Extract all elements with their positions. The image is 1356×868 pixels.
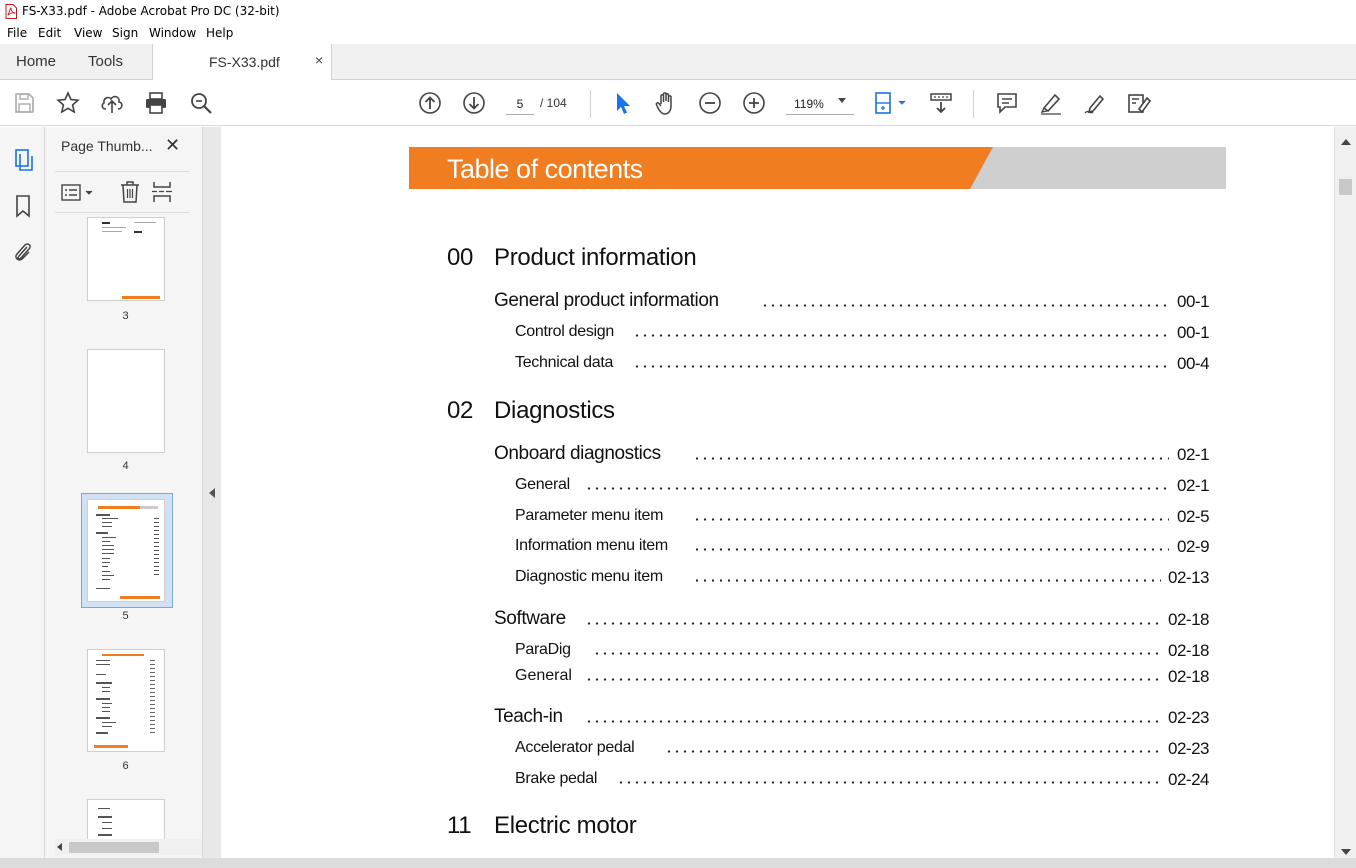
- close-tab-icon[interactable]: ×: [315, 52, 324, 68]
- thumb-footer-bar: [94, 745, 128, 748]
- toc-page-ref[interactable]: 02-24: [1168, 770, 1209, 789]
- attachment-icon[interactable]: [10, 239, 36, 265]
- document-view[interactable]: [221, 127, 1334, 868]
- thumb-line: [102, 571, 110, 572]
- collapse-panel-icon[interactable]: [209, 488, 215, 498]
- dot-leader: [693, 457, 1169, 460]
- thumbnail-horizontal-scrollbar[interactable]: [55, 839, 223, 855]
- document-scrollbar[interactable]: [1334, 127, 1356, 868]
- zoom-out-icon[interactable]: [697, 90, 723, 116]
- insert-pages-icon[interactable]: [151, 180, 173, 204]
- toc-entry[interactable]: Onboard diagnostics: [494, 443, 661, 464]
- thumb-line: [102, 526, 112, 527]
- page-thumbnail-3[interactable]: [87, 217, 165, 301]
- toc-page-ref[interactable]: 00-4: [1177, 354, 1210, 373]
- section-title: Diagnostics: [494, 397, 615, 424]
- dot-leader: [593, 652, 1161, 655]
- zoom-level-value: 119%: [794, 97, 824, 111]
- thumb-line: [96, 674, 106, 675]
- thumb-line: [102, 545, 114, 546]
- thumb-line: [102, 562, 110, 563]
- tab-document-label: FS-X33.pdf: [209, 54, 280, 70]
- navigation-rail: [0, 127, 45, 868]
- thumb-line: [102, 722, 116, 723]
- toc-entry[interactable]: Technical data: [515, 354, 614, 371]
- thumb-line: [102, 222, 110, 224]
- close-panel-icon[interactable]: ✕: [165, 135, 181, 155]
- thumb-line: [102, 726, 112, 727]
- fill-sign-icon[interactable]: [1126, 90, 1152, 116]
- thumbnail-label-4: 4: [122, 460, 129, 472]
- thumb-line: [102, 707, 110, 708]
- dot-leader: [633, 365, 1169, 368]
- toc-page-ref[interactable]: 02-23: [1168, 708, 1209, 727]
- scroll-mode-icon[interactable]: [928, 90, 954, 116]
- toc-entry[interactable]: General: [515, 667, 572, 684]
- page-thumbnails-icon[interactable]: [10, 147, 36, 173]
- toc-banner-grey: [970, 147, 1226, 189]
- page-total: / 104: [540, 96, 567, 110]
- thumb-line: [102, 822, 112, 823]
- sign-icon[interactable]: [1082, 90, 1108, 116]
- page-thumbnails-panel: [45, 127, 202, 868]
- toc-entry[interactable]: Information menu item: [515, 537, 668, 554]
- menu-view[interactable]: View: [74, 26, 103, 40]
- page-thumbnail-5[interactable]: [87, 499, 165, 602]
- toolbar: [0, 80, 1356, 126]
- tab-document[interactable]: [152, 44, 332, 81]
- star-icon[interactable]: [55, 90, 81, 116]
- menu-help[interactable]: Help: [206, 26, 234, 40]
- dot-leader: [693, 518, 1169, 521]
- thumb-footer-bar: [122, 296, 160, 299]
- thumb-header-bar: [98, 506, 140, 509]
- thumbnail-tools: [55, 171, 189, 213]
- thumb-line: [96, 532, 108, 534]
- dot-leader: [585, 487, 1169, 490]
- thumb-line: [98, 808, 110, 809]
- hand-icon[interactable]: [653, 90, 679, 116]
- scroll-thumb[interactable]: [1339, 179, 1352, 195]
- thumb-line: [96, 664, 110, 665]
- page-up-icon[interactable]: [417, 90, 443, 116]
- toc-page-ref[interactable]: 02-18: [1168, 641, 1209, 660]
- thumb-line: [96, 698, 110, 700]
- toc-page-ref[interactable]: 02-9: [1177, 537, 1210, 556]
- thumb-line: [140, 506, 158, 509]
- options-menu-icon[interactable]: [61, 182, 95, 204]
- thumb-line: [96, 717, 110, 719]
- zoom-in-icon[interactable]: [741, 90, 767, 116]
- print-icon[interactable]: [143, 90, 169, 116]
- thumb-line: [102, 553, 114, 554]
- menu-bar: [0, 23, 1356, 44]
- dot-leader: [693, 548, 1169, 551]
- thumb-line: [96, 660, 110, 661]
- scroll-up-icon[interactable]: [1341, 139, 1351, 145]
- toc-entry[interactable]: Teach-in: [494, 706, 563, 727]
- scroll-down-icon[interactable]: [1341, 849, 1351, 855]
- thumb-line: [102, 703, 112, 704]
- thumbnail-label-6: 6: [122, 760, 129, 772]
- panel-title: Page Thumb...: [61, 138, 153, 154]
- thumb-line: [102, 518, 118, 519]
- thumb-line: [96, 732, 108, 734]
- tab-home[interactable]: Home: [16, 53, 57, 70]
- thumb-line: [102, 541, 110, 542]
- toc-title: Table of contents: [447, 154, 643, 184]
- thumb-line: [102, 687, 110, 688]
- toc-page-ref[interactable]: 02-1: [1177, 445, 1210, 464]
- toc-entry[interactable]: ParaDig: [515, 641, 571, 658]
- thumb-page-numbers: [150, 660, 155, 735]
- dot-leader: [761, 304, 1169, 307]
- scroll-left-icon[interactable]: [57, 843, 62, 851]
- scroll-thumb[interactable]: [69, 842, 159, 853]
- thumb-line: [102, 711, 110, 712]
- toc-entry[interactable]: General product information: [494, 290, 719, 311]
- chevron-down-icon: [838, 98, 846, 103]
- page-number-input[interactable]: 5: [506, 93, 534, 115]
- fit-page-icon[interactable]: [873, 90, 911, 116]
- thumb-line: [102, 558, 110, 559]
- thumb-line: [102, 828, 112, 829]
- toolbar-divider: [590, 90, 591, 118]
- thumb-line: [134, 222, 156, 223]
- toc-entry[interactable]: General: [515, 476, 570, 493]
- toc-page-ref[interactable]: 00-1: [1177, 323, 1210, 342]
- highlight-icon[interactable]: [1038, 90, 1064, 116]
- menu-sign[interactable]: Sign: [112, 26, 139, 40]
- window-title: FS-X33.pdf - Adobe Acrobat Pro DC (32-bit): [22, 4, 280, 18]
- thumb-header-bar: [102, 654, 144, 656]
- thumb-line: [102, 522, 112, 523]
- thumb-line: [102, 537, 116, 538]
- dot-leader: [617, 781, 1161, 784]
- toc-entry[interactable]: Brake pedal: [515, 770, 598, 787]
- page-thumbnail-6[interactable]: [87, 649, 165, 752]
- thumb-line: [102, 691, 110, 692]
- dot-leader: [633, 334, 1169, 337]
- select-arrow-icon[interactable]: [609, 90, 635, 116]
- thumbnail-label-5: 5: [122, 610, 129, 622]
- bookmark-icon[interactable]: [10, 193, 36, 219]
- toc-page-ref[interactable]: 02-23: [1168, 739, 1209, 758]
- title-bar: [0, 0, 1356, 23]
- toc-page-ref[interactable]: 02-13: [1168, 568, 1209, 587]
- delete-icon[interactable]: [119, 180, 141, 204]
- thumb-line: [96, 514, 110, 516]
- toc-entry[interactable]: Control design: [515, 323, 614, 340]
- thumb-line: [102, 579, 110, 580]
- save-icon[interactable]: [11, 90, 37, 116]
- dot-leader: [585, 678, 1161, 681]
- thumb-line: [102, 566, 108, 567]
- thumb-line: [102, 227, 126, 228]
- toc-entry[interactable]: Diagnostic menu item: [515, 568, 663, 585]
- upload-icon[interactable]: [99, 90, 125, 116]
- section-number: 11: [447, 812, 472, 839]
- dot-leader: [585, 720, 1161, 723]
- panel-splitter[interactable]: [202, 127, 221, 868]
- pdf-file-icon: [5, 4, 17, 19]
- toc-page-ref[interactable]: 02-1: [1177, 476, 1210, 495]
- thumb-line: [134, 231, 142, 233]
- thumb-line: [98, 816, 112, 818]
- tab-bar: [0, 44, 1356, 80]
- toc-page-ref[interactable]: 00-1: [1177, 292, 1210, 311]
- zoom-search-icon[interactable]: [188, 90, 214, 116]
- section-number: 00: [447, 244, 474, 271]
- menu-file[interactable]: File: [7, 26, 28, 40]
- thumb-line: [102, 231, 122, 232]
- thumb-footer-bar: [120, 596, 160, 599]
- menu-edit[interactable]: Edit: [38, 26, 62, 40]
- tab-tools[interactable]: Tools: [88, 53, 124, 70]
- dot-leader: [585, 622, 1161, 625]
- toc-entry[interactable]: Parameter menu item: [515, 507, 664, 524]
- page-thumbnail-7[interactable]: [87, 799, 165, 839]
- toc-entry[interactable]: Accelerator pedal: [515, 739, 635, 756]
- toc-page-ref[interactable]: 02-18: [1168, 610, 1209, 629]
- toolbar-divider: [973, 90, 974, 118]
- thumb-line: [102, 549, 114, 550]
- toc-page-ref[interactable]: 02-18: [1168, 667, 1209, 686]
- section-title: Electric motor: [494, 812, 637, 839]
- section-number: 02: [447, 397, 474, 424]
- section-title: Product information: [494, 244, 697, 271]
- toc-page-ref[interactable]: 02-5: [1177, 507, 1210, 526]
- page-down-icon[interactable]: [461, 90, 487, 116]
- thumb-line: [98, 834, 112, 836]
- status-strip: [0, 858, 1356, 868]
- thumb-page-numbers: [154, 518, 159, 578]
- zoom-level-select[interactable]: [786, 93, 854, 115]
- dot-leader: [693, 579, 1161, 582]
- page-thumbnail-4[interactable]: [87, 349, 165, 453]
- thumb-line: [96, 682, 112, 684]
- dot-leader: [665, 750, 1161, 753]
- comment-icon[interactable]: [994, 90, 1020, 116]
- menu-window[interactable]: Window: [149, 26, 197, 40]
- thumb-line: [96, 588, 110, 589]
- toc-entry[interactable]: Software: [494, 608, 566, 629]
- thumbnail-label-3: 3: [122, 310, 129, 322]
- thumb-line: [102, 575, 114, 576]
